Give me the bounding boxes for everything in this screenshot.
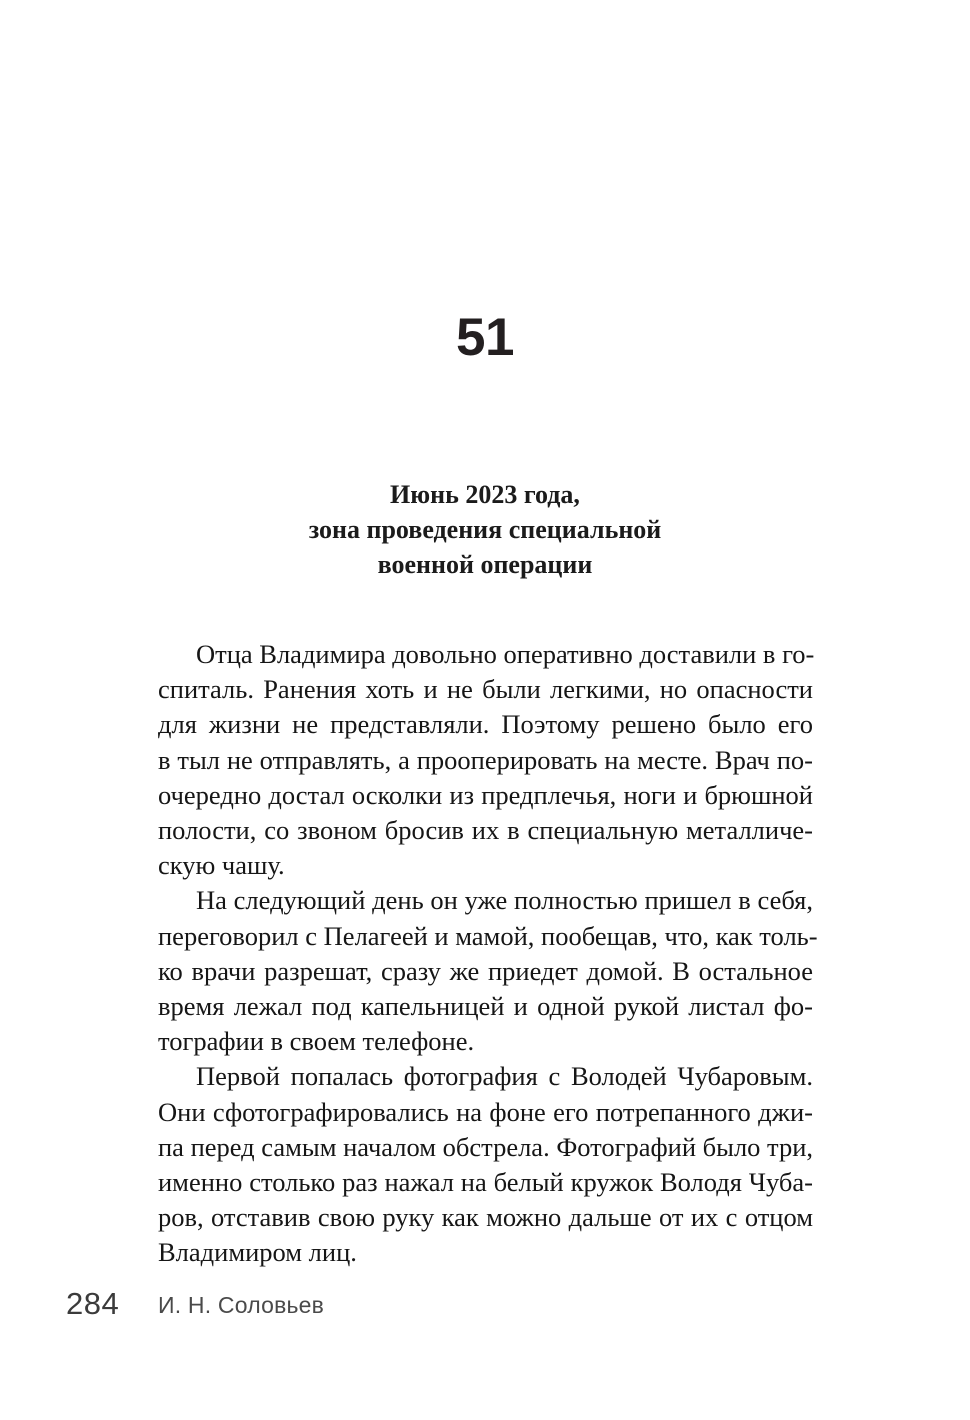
text-line: Первой попалась фотография с Володей Чубаровым. xyxy=(196,1061,813,1092)
text-line: Владимиром лиц. xyxy=(158,1237,357,1268)
paragraph xyxy=(158,883,818,1059)
text-line: время лежал под капельницей и одной рукой листал фо- xyxy=(158,991,813,1022)
text-line: очередно достал осколки из предплечья, ноги и брюшной xyxy=(158,779,813,810)
text-line: На следующий день он уже полностью пришел в себя, xyxy=(196,885,813,916)
text-line: именно столько раз нажал на белый кружок Володя Чуба- xyxy=(158,1167,813,1198)
section-heading-line-1: Июнь 2023 года, xyxy=(390,480,580,509)
text-line: полости, со звоном бросив их в специальную металличе- xyxy=(158,815,813,846)
section-heading-line-3: военной операции xyxy=(377,550,593,579)
text-line: ров, отставив свою руку как можно дальше от их с отцом xyxy=(158,1202,813,1233)
text-line: скую чашу. xyxy=(158,850,285,881)
body-text xyxy=(158,637,818,1271)
page-number: 284 xyxy=(66,1286,120,1321)
text-line: для жизни не представляли. Поэтому решено было его xyxy=(158,709,813,740)
text-line: Они сфотографировались на фоне его потрепанного джи- xyxy=(158,1096,813,1127)
section-heading-line-2: зона проведения специальной xyxy=(308,515,662,544)
paragraph xyxy=(158,637,813,883)
section-heading xyxy=(158,477,812,582)
text-line: Отца Владимира довольно оперативно доставили в го- xyxy=(196,639,815,669)
paragraph xyxy=(158,1059,813,1270)
text-line: в тыл не отправлять, а прооперировать на месте. Врач по- xyxy=(158,744,813,775)
text-line: па перед самым началом обстрела. Фотографий было три, xyxy=(158,1131,814,1162)
running-author: И. Н. Соловьев xyxy=(158,1292,325,1318)
text-line: спиталь. Ранения хоть и не были легкими, но опасности xyxy=(158,674,813,705)
text-line: ко врачи разрешат, сразу же приедет домой. В остальное xyxy=(158,955,813,986)
page-footer xyxy=(0,1285,970,1331)
text-line: переговорил с Пелагеей и мамой, пообещав, что, как толь- xyxy=(158,920,818,951)
text-line: тографии в своем телефоне. xyxy=(158,1026,475,1057)
chapter-number: 51 xyxy=(456,308,514,367)
